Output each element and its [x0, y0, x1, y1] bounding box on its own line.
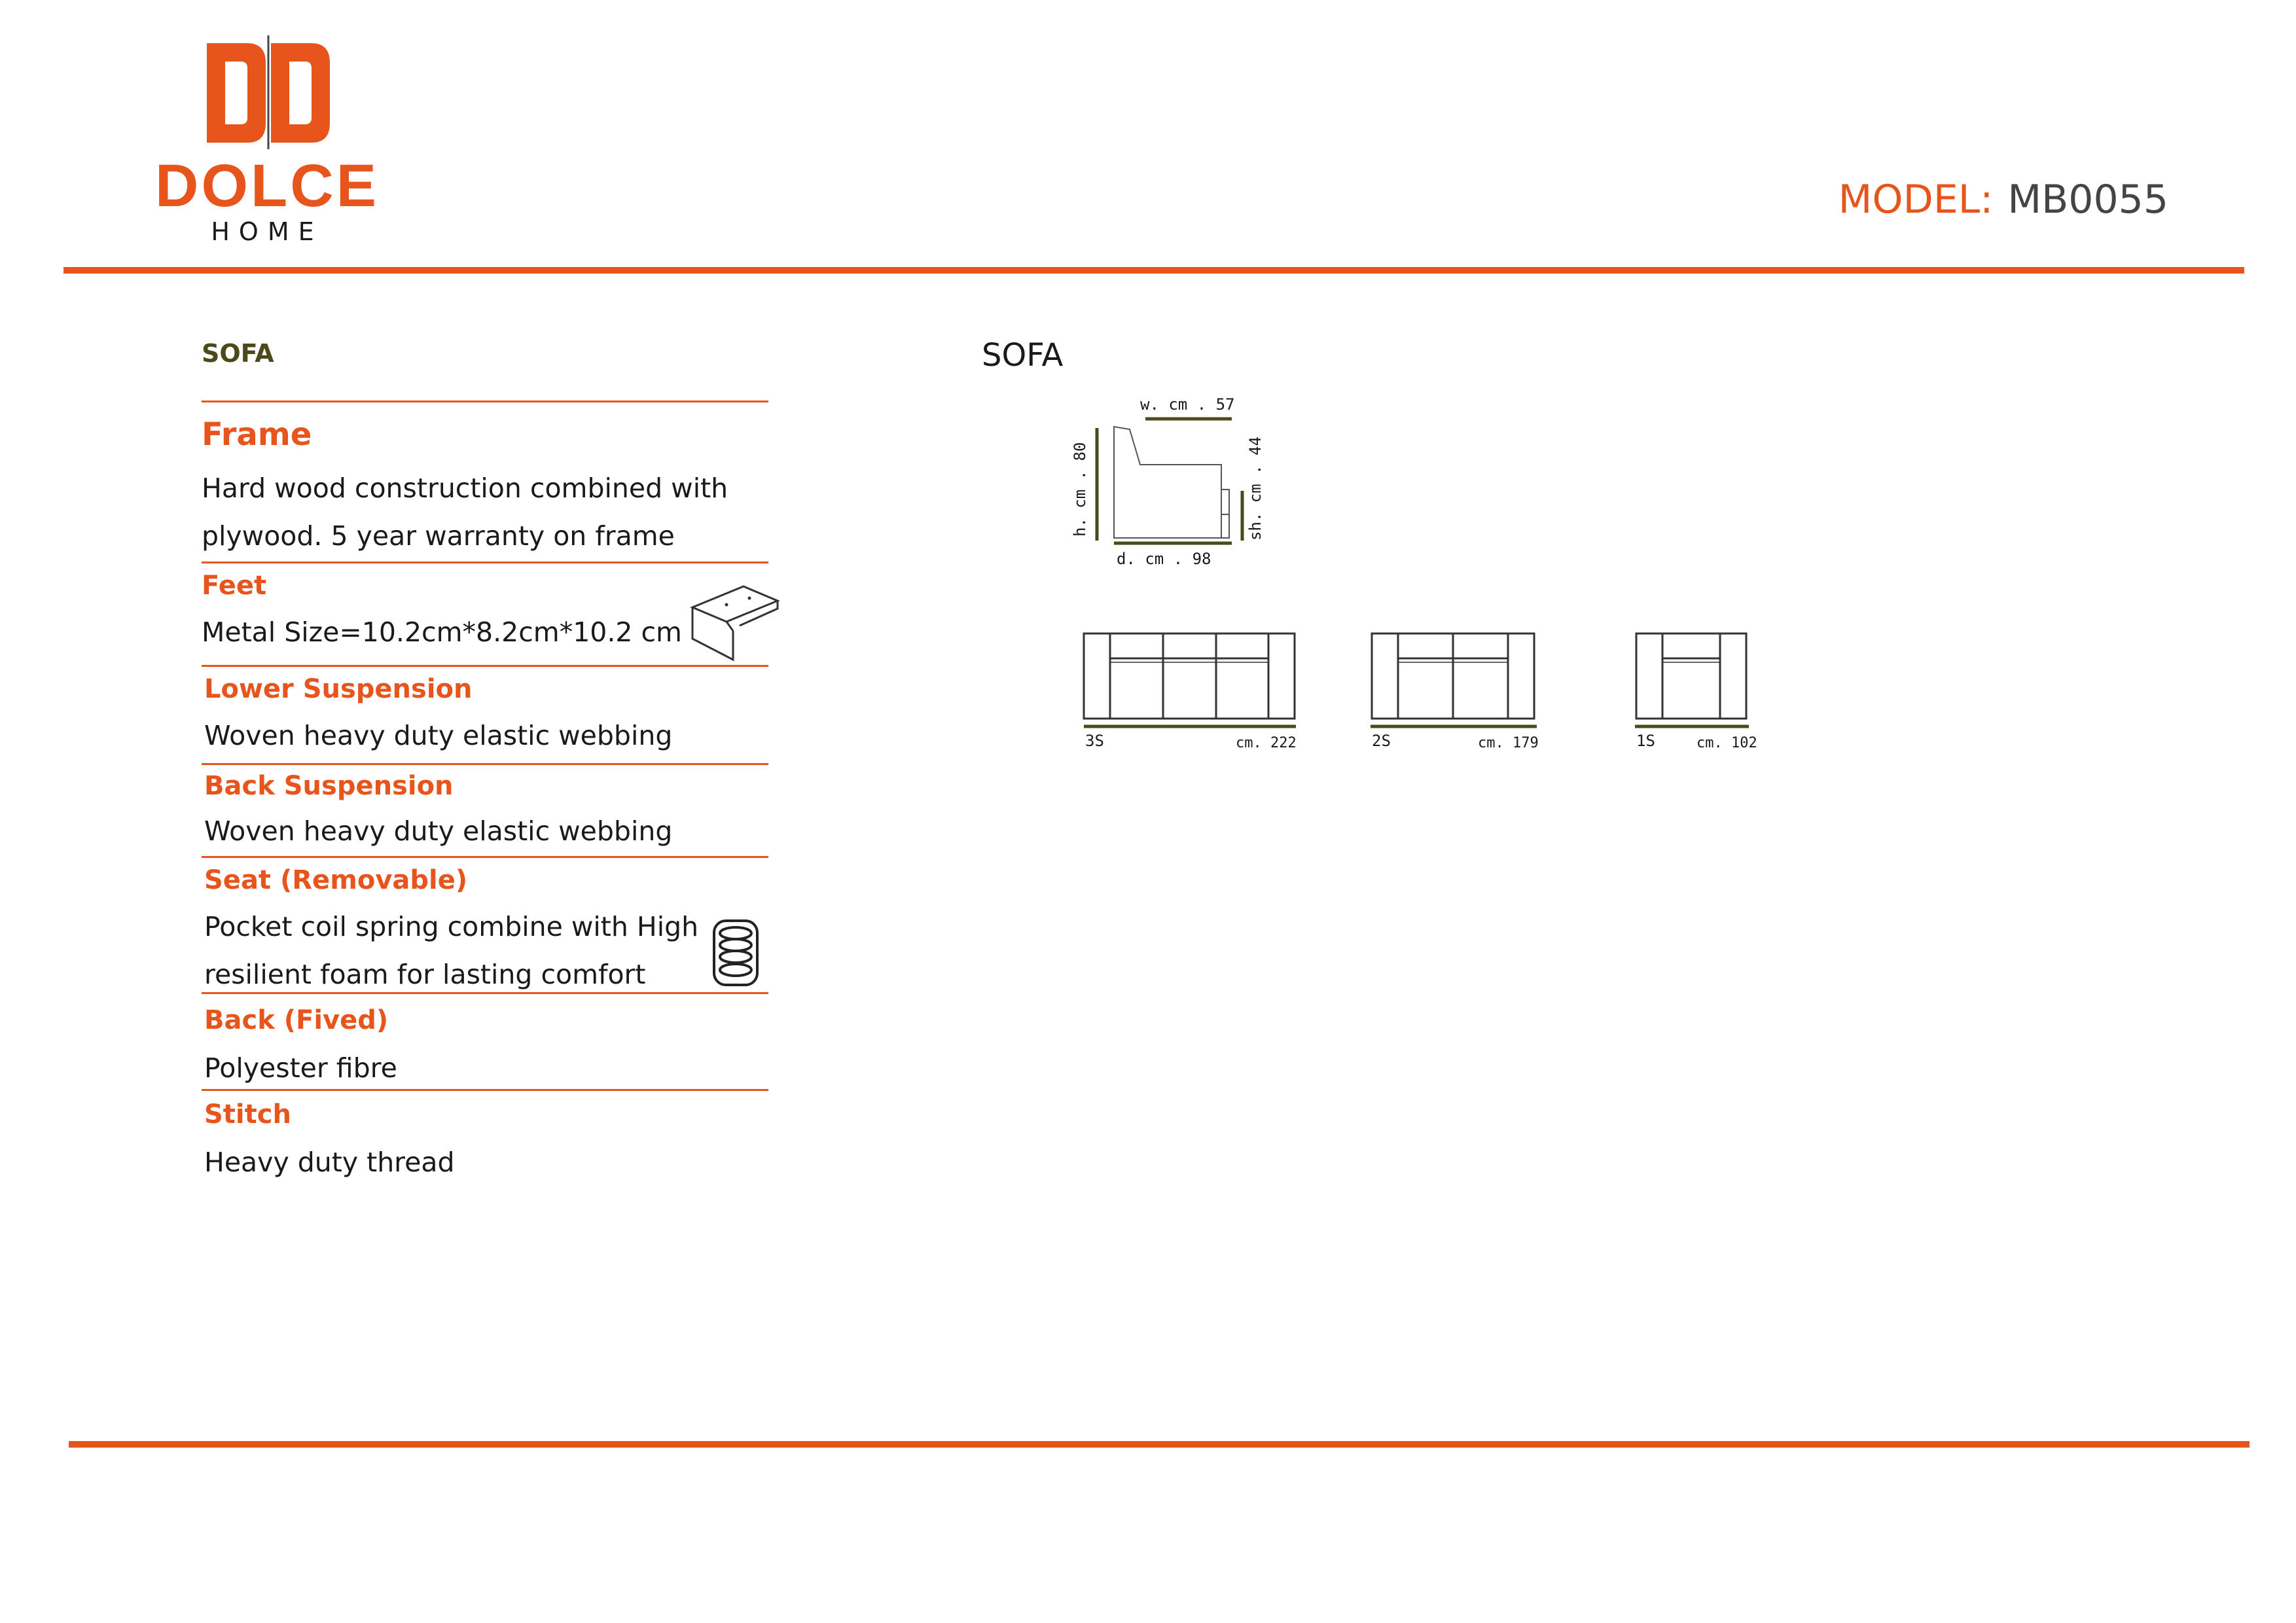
- spec-line: resilient foam for lasting comfort: [204, 959, 646, 990]
- spec-heading-back-suspension: Back Suspension: [204, 771, 454, 801]
- drawing-title: SOFA: [982, 337, 1064, 374]
- spec-text-feet: Metal Size=10.2cm*8.2cm*10.2 cm: [202, 616, 682, 648]
- spec-heading-back: Back (Fived): [204, 1005, 389, 1035]
- variant-3s-drawing: [1073, 622, 1309, 753]
- variant-code: 1S: [1636, 732, 1655, 750]
- variant-code: 2S: [1372, 732, 1391, 750]
- spec-divider: [202, 665, 768, 667]
- coil-spring-icon: [712, 919, 759, 987]
- spec-divider: [202, 1089, 768, 1091]
- spec-heading-frame: Frame: [202, 416, 312, 453]
- spec-divider: [202, 992, 768, 994]
- model-heading: [1839, 177, 2168, 223]
- brand-sub: HOME: [211, 217, 323, 246]
- spec-text-lower-suspension: Woven heavy duty elastic webbing: [204, 720, 673, 751]
- spec-text-back: Polyester fibre: [204, 1052, 397, 1084]
- side-view-drawing: [1067, 393, 1276, 582]
- header-divider: [63, 267, 2244, 274]
- spec-text-stitch: Heavy duty thread: [204, 1147, 455, 1178]
- spec-line: Hard wood construction combined with: [202, 473, 728, 504]
- spec-title: SOFA: [202, 339, 274, 368]
- model-value: MB0055: [2007, 177, 2168, 223]
- variant-size: cm. 222: [1236, 735, 1297, 751]
- variant-size: cm. 102: [1696, 735, 1757, 751]
- brand-word: DOLCE: [155, 152, 379, 219]
- spec-line: plywood. 5 year warranty on frame: [202, 520, 675, 552]
- variant-size: cm. 179: [1478, 735, 1539, 751]
- depth-label: d. cm . 98: [1117, 550, 1211, 568]
- variant-2s-drawing: [1363, 622, 1559, 753]
- spec-heading-feet: Feet: [202, 571, 267, 601]
- sofa-side-outline: [1114, 427, 1221, 538]
- spec-heading-seat: Seat (Removable): [204, 865, 468, 895]
- footer-divider: [69, 1441, 2250, 1448]
- spec-text-seat: [204, 903, 698, 999]
- spec-text-back-suspension: Woven heavy duty elastic webbing: [204, 815, 673, 847]
- spec-divider: [202, 401, 768, 402]
- seat-height-label: sh. cm . 44: [1246, 437, 1265, 541]
- spec-text-frame: [202, 465, 728, 560]
- variant-1s-drawing: [1627, 622, 1778, 753]
- spec-heading-lower-suspension: Lower Suspension: [204, 674, 473, 704]
- spec-divider: [202, 763, 768, 765]
- brand-logo: [149, 34, 385, 250]
- spec-heading-stitch: Stitch: [204, 1099, 291, 1130]
- dd-monogram-icon: [149, 34, 385, 152]
- variant-code: 3S: [1085, 732, 1104, 750]
- spec-line: Pocket coil spring combine with High: [204, 911, 699, 942]
- spec-divider: [202, 562, 768, 563]
- metal-foot-icon: [687, 580, 781, 665]
- spec-divider: [202, 856, 768, 858]
- model-label: MODEL:: [1838, 177, 1994, 223]
- width-label: w. cm . 57: [1140, 395, 1235, 414]
- height-label: h. cm . 80: [1071, 442, 1089, 537]
